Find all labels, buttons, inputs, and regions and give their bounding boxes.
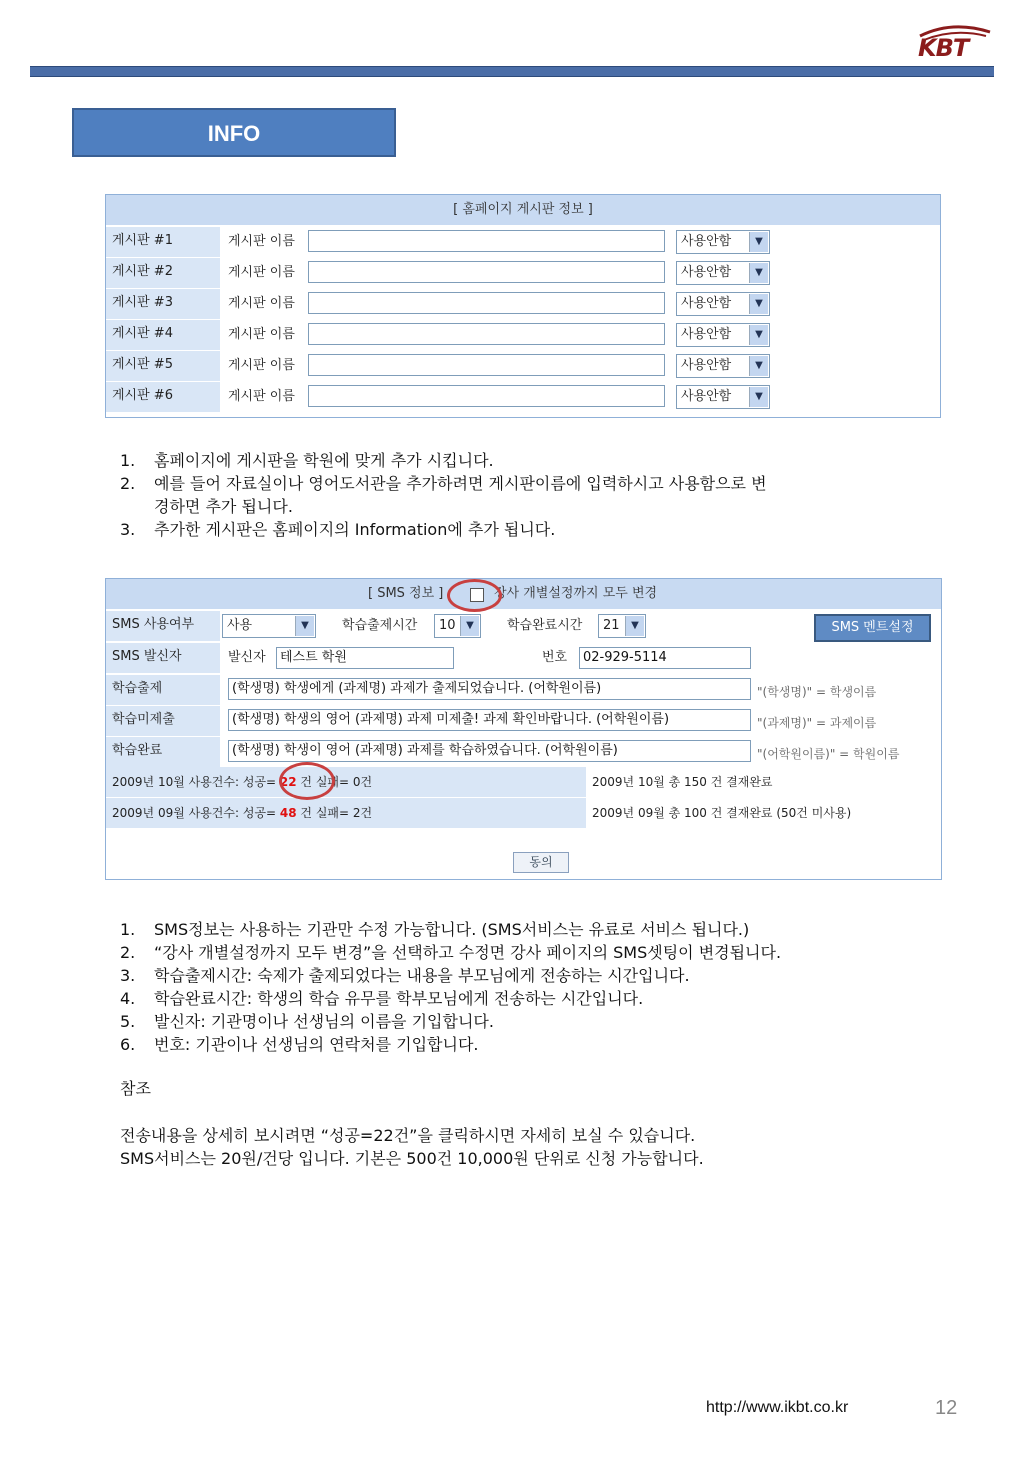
- sms-message-input[interactable]: (학생명) 학생의 영어 (과제명) 과제 미제출! 과제 확인바랍니다. (어학원이름): [228, 709, 751, 731]
- sms-message-label: 학습완료: [106, 737, 220, 767]
- assign-time-select[interactable]: 10 ▼: [434, 614, 481, 638]
- chevron-down-icon: ▼: [749, 356, 768, 376]
- board-panel-header: [ 홈페이지 게시판 정보 ]: [106, 195, 940, 225]
- page-number: 12: [935, 1397, 958, 1419]
- board-status-select[interactable]: 사용안함 ▼: [676, 261, 770, 285]
- success-count-highlight-circle: [279, 762, 335, 800]
- board-name-label: 게시판 이름: [228, 389, 295, 404]
- list-item: 1. 홈페이지에 게시판을 학원에 맞게 추가 시킵니다.: [120, 451, 494, 470]
- board-label: 게시판 #3: [106, 289, 220, 319]
- usage-row: [106, 767, 941, 797]
- sms-ment-button[interactable]: SMS 멘트설정: [814, 614, 931, 642]
- reference-line-2: SMS서비스는 20원/건당 입니다. 기본은 500건 10,000원 단위로 신청 가능합니다.: [120, 1149, 704, 1168]
- board-status-select[interactable]: 사용안함 ▼: [676, 323, 770, 347]
- sender-label: 발신자: [228, 650, 266, 665]
- sms-header-title: [ SMS 정보 ]: [368, 586, 444, 601]
- billing-text: 2009년 09월 총 100 건 결재완료 (50건 미사용): [592, 806, 852, 820]
- sms-panel: [105, 578, 942, 880]
- board-name-input[interactable]: [308, 323, 665, 345]
- board-label: 게시판 #1: [106, 227, 220, 257]
- board-row: [106, 289, 940, 319]
- board-label: 게시판 #6: [106, 382, 220, 412]
- usage-text: 2009년 10월 사용건수: 성공= 22 건 실패= 0건: [112, 775, 373, 789]
- board-row: [106, 258, 940, 288]
- list-item: 6. 번호: 기관이나 선생님의 연락처를 기입합니다.: [120, 1035, 479, 1054]
- reference-line-1: 전송내용을 상세히 보시려면 “성공=22건”을 클릭하시면 자세히 보실 수 있습니다.: [120, 1126, 696, 1145]
- board-label: 게시판 #4: [106, 320, 220, 350]
- sms-message-label: 학습미제출: [106, 706, 220, 736]
- sms-message-row: [106, 737, 941, 767]
- success-count-link[interactable]: 48: [279, 806, 297, 820]
- usage-row: [106, 798, 941, 828]
- board-label: 게시판 #5: [106, 351, 220, 381]
- list-item: 2. “강사 개별설정까지 모두 변경”을 선택하고 수정면 강사 페이지의 SMS셋팅이 변경됩니다.: [120, 943, 782, 962]
- board-name-input[interactable]: [308, 261, 665, 283]
- usage-text: 2009년 09월 사용건수: 성공= 48 건 실패= 2건: [112, 806, 373, 820]
- sms-sender-row-label: SMS 발신자: [106, 643, 220, 673]
- chevron-down-icon: ▼: [460, 616, 479, 636]
- complete-time-label: 학습완료시간: [507, 618, 583, 633]
- list-item: 3. 학습출제시간: 숙제가 출제되었다는 내용을 부모님에게 전송하는 시간입니다.: [120, 966, 690, 985]
- board-panel: [105, 194, 941, 418]
- footer-url[interactable]: http://www.ikbt.co.kr: [706, 1399, 849, 1416]
- list-item: 5. 발신자: 기관명이나 선생님의 이름을 기입합니다.: [120, 1012, 494, 1031]
- board-status-select[interactable]: 사용안함 ▼: [676, 230, 770, 254]
- logo-text: KBT: [918, 34, 969, 62]
- list-item: 3. 추가한 게시판은 홈페이지의 Information에 추가 됩니다.: [120, 520, 556, 539]
- sms-message-input[interactable]: (학생명) 학생에게 (과제명) 과제가 출제되었습니다. (어학원이름): [228, 678, 751, 700]
- board-name-label: 게시판 이름: [228, 265, 295, 280]
- success-count-link[interactable]: 22: [279, 775, 297, 789]
- sender-input[interactable]: 테스트 학원: [276, 647, 454, 669]
- board-name-input[interactable]: [308, 385, 665, 407]
- sms-message-row: [106, 675, 941, 705]
- list-item: 4. 학습완료시간: 학생의 학습 유무를 학부모님에게 전송하는 시간입니다.: [120, 989, 644, 1008]
- board-name-input[interactable]: [308, 292, 665, 314]
- billing-cell: [586, 798, 941, 828]
- chevron-down-icon: ▼: [749, 387, 768, 407]
- board-name-input[interactable]: [308, 354, 665, 376]
- teacher-override-label: 강사 개별설정까지 모두 변경: [494, 586, 658, 601]
- sms-use-label: SMS 사용여부: [106, 611, 220, 641]
- chevron-down-icon: ▼: [749, 263, 768, 283]
- list-item: 2. 예를 들어 자료실이나 영어도서관을 추가하려면 게시판이름에 입력하시고 사용함으로 변 경하면 추가 됩니다.: [120, 474, 767, 516]
- checkbox-highlight-circle: [447, 579, 502, 612]
- chevron-down-icon: ▼: [749, 294, 768, 314]
- billing-cell: [586, 767, 941, 797]
- reference-title: 참조: [120, 1079, 151, 1098]
- chevron-down-icon: ▼: [749, 232, 768, 252]
- board-status-select[interactable]: 사용안함 ▼: [676, 385, 770, 409]
- billing-text: 2009년 10월 총 150 건 결재완료: [592, 775, 773, 789]
- board-label: 게시판 #2: [106, 258, 220, 288]
- board-status-select[interactable]: 사용안함 ▼: [676, 292, 770, 316]
- board-name-input[interactable]: [308, 230, 665, 252]
- sms-message-hint: "(어학원이름)" = 학원이름: [757, 747, 900, 761]
- board-row: [106, 382, 940, 412]
- board-row: [106, 320, 940, 350]
- chevron-down-icon: ▼: [625, 616, 644, 636]
- board-name-label: 게시판 이름: [228, 327, 295, 342]
- complete-time-select[interactable]: 21 ▼: [598, 614, 646, 638]
- board-name-label: 게시판 이름: [228, 234, 295, 249]
- board-name-label: 게시판 이름: [228, 296, 295, 311]
- phone-label: 번호: [542, 650, 568, 665]
- sms-panel-header: [106, 579, 941, 609]
- agree-button[interactable]: 동의: [513, 852, 569, 873]
- sms-notes: [120, 918, 940, 1056]
- assign-time-label: 학습출제시간: [342, 618, 418, 633]
- sms-message-hint: "(학생명)" = 학생이름: [757, 685, 877, 699]
- sms-message-hint: "(과제명)" = 과제이름: [757, 716, 877, 730]
- list-item: 1. SMS정보는 사용하는 기관만 수정 가능합니다. (SMS서비스는 유료로 서비스 됩니다.): [120, 920, 750, 939]
- board-name-label: 게시판 이름: [228, 358, 295, 373]
- sms-message-label: 학습출제: [106, 675, 220, 705]
- board-status-select[interactable]: 사용안함 ▼: [676, 354, 770, 378]
- section-title: INFO: [72, 108, 396, 157]
- phone-input[interactable]: 02-929-5114: [579, 647, 751, 669]
- sms-use-select[interactable]: 사용 ▼: [222, 614, 316, 638]
- sms-message-input[interactable]: (학생명) 학생이 영어 (과제명) 과제를 학습하였습니다. (어학원이름): [228, 740, 751, 762]
- board-row: [106, 351, 940, 381]
- chevron-down-icon: ▼: [749, 325, 768, 345]
- board-notes: [120, 449, 920, 541]
- board-row: [106, 227, 940, 257]
- sms-message-row: [106, 706, 941, 736]
- chevron-down-icon: ▼: [295, 616, 314, 636]
- header-bar: [30, 66, 994, 77]
